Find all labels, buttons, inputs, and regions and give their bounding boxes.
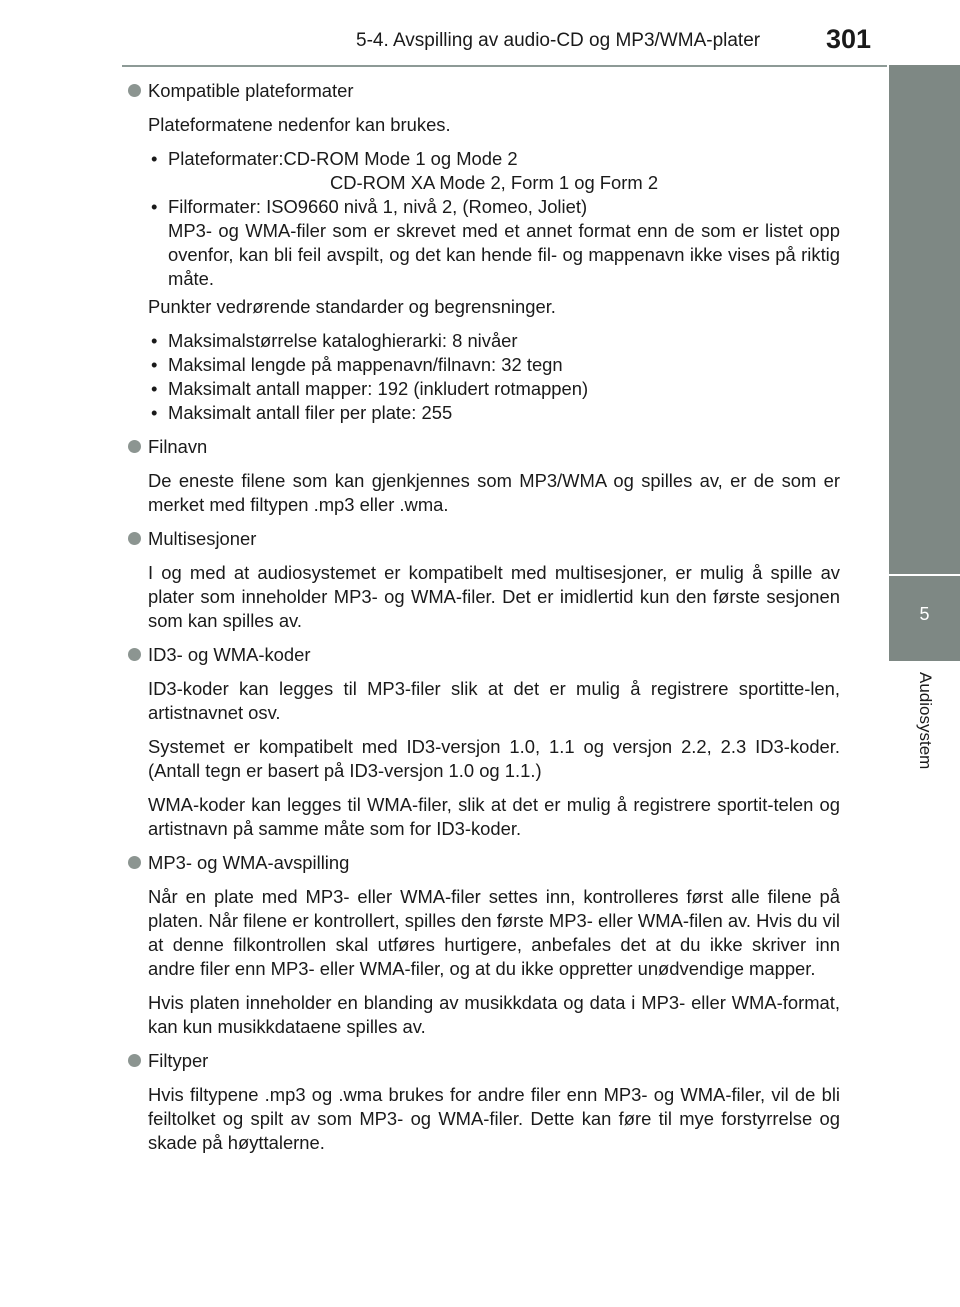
section-heading-text: MP3- og WMA-avspilling [148,852,350,873]
circle-bullet-icon [128,440,141,453]
section-heading [128,851,840,875]
chapter-number: 5 [919,604,930,624]
list-item [148,147,840,195]
circle-bullet-icon [128,532,141,545]
paragraph: De eneste filene som kan gjenkjennes som MP3/WMA og spilles av, er de som er merket med filtypen .mp3 eller .wma. [148,470,840,515]
format-list [148,147,840,291]
paragraph: I og med at audiosystemet er kompatibelt med multisesjoner, er mulig å spille av plater som inneholder MP3- og WMA-filer. Det er imidlertid kun den første sesjonen som kan spilles av. [148,562,840,631]
list-item: • Maksimalt antall mapper: 192 (inkludert rotmappen) [148,377,840,401]
paragraph: Hvis platen inneholder en blanding av musikkdata og data i MP3- eller WMA-format, kan kun musikkdataene spilles av. [148,992,840,1037]
circle-bullet-icon [128,1054,141,1067]
list-item: • Maksimalstørrelse kataloghierarki: 8 nivåer [148,329,840,353]
chapter-label: Audiosystem [916,672,935,770]
limits-list [148,329,840,425]
list-item-text: MP3- og WMA-filer som er skrevet med et annet format enn de som er listet opp ovenfor, kan bli feil avspilt, og det kan hende fil- og mappenavn ikke vises på riktig måte. [168,220,840,289]
section-heading-text: ID3- og WMA-koder [148,644,311,665]
header-divider [122,65,887,67]
list-item-text: CD-ROM XA Mode 2, Form 1 og Form 2 [330,172,659,193]
list-item: • Maksimalt antall filer per plate: 255 [148,401,840,425]
section-heading [128,1049,840,1073]
list-item-text: • Filformater: ISO9660 nivå 1, nivå 2, (Romeo, Joliet) [168,196,588,217]
list-item-text: • Plateformater:CD-ROM Mode 1 og Mode 2 [168,148,518,169]
paragraph: Punkter vedrørende standarder og begrensninger. [148,296,556,317]
section-heading-text: Filtyper [148,1050,209,1071]
circle-bullet-icon [128,84,141,97]
circle-bullet-icon [128,856,141,869]
paragraph: ID3-koder kan legges til MP3-filer slik at det er mulig å registrere sportitte-len, artistnavnet osv. [148,678,840,723]
paragraph: Hvis filtypene .mp3 og .wma brukes for andre filer enn MP3- og WMA-filer, vil de bli feiltolket og spilt av som MP3- og WMA-filer. Dette kan føre til mye forstyrrelse og skade på høyttalerne. [148,1084,840,1153]
side-tab-upper [889,65,960,574]
paragraph: Systemet er kompatibelt med ID3-versjon 1.0, 1.1 og versjon 2.2, 2.3 ID3-koder. (Antall tegn er basert på ID3-versjon 1.0 og 1.1.) [148,736,840,781]
paragraph: Når en plate med MP3- eller WMA-filer settes inn, kontrolleres først alle filene på platen. Når filene er kontrollert, spilles den første MP3- eller WMA-filen av. Hvis du vil at denne filkontrollen skal utføres hurtigere, anbefales det at du ikke skriver inn andre filer enn MP3- eller WMA-filer, og at du ikke oppretter unødvendige mapper. [148,886,840,979]
page-content [128,79,840,1165]
paragraph: Plateformatene nedenfor kan brukes. [148,114,451,135]
chapter-tab [889,576,960,661]
circle-bullet-icon [128,648,141,661]
section-heading [128,643,840,667]
section-heading [128,79,840,103]
chapter-section-title: 5-4. Avspilling av audio-CD og MP3/WMA-plater [356,30,761,51]
section-heading-text: Filnavn [148,436,208,457]
list-item: • Maksimal lengde på mappenavn/filnavn: 32 tegn [148,353,840,377]
paragraph: WMA-koder kan legges til WMA-filer, slik at det er mulig å registrere sportit-telen og artistnavn på samme måte som for ID3-koder. [148,794,840,839]
page-number: 301 [826,24,872,54]
section-heading-text: Kompatible plateformater [148,80,354,101]
section-heading-text: Multisesjoner [148,528,257,549]
list-item [148,195,840,291]
section-heading [128,435,840,459]
section-heading [128,527,840,551]
